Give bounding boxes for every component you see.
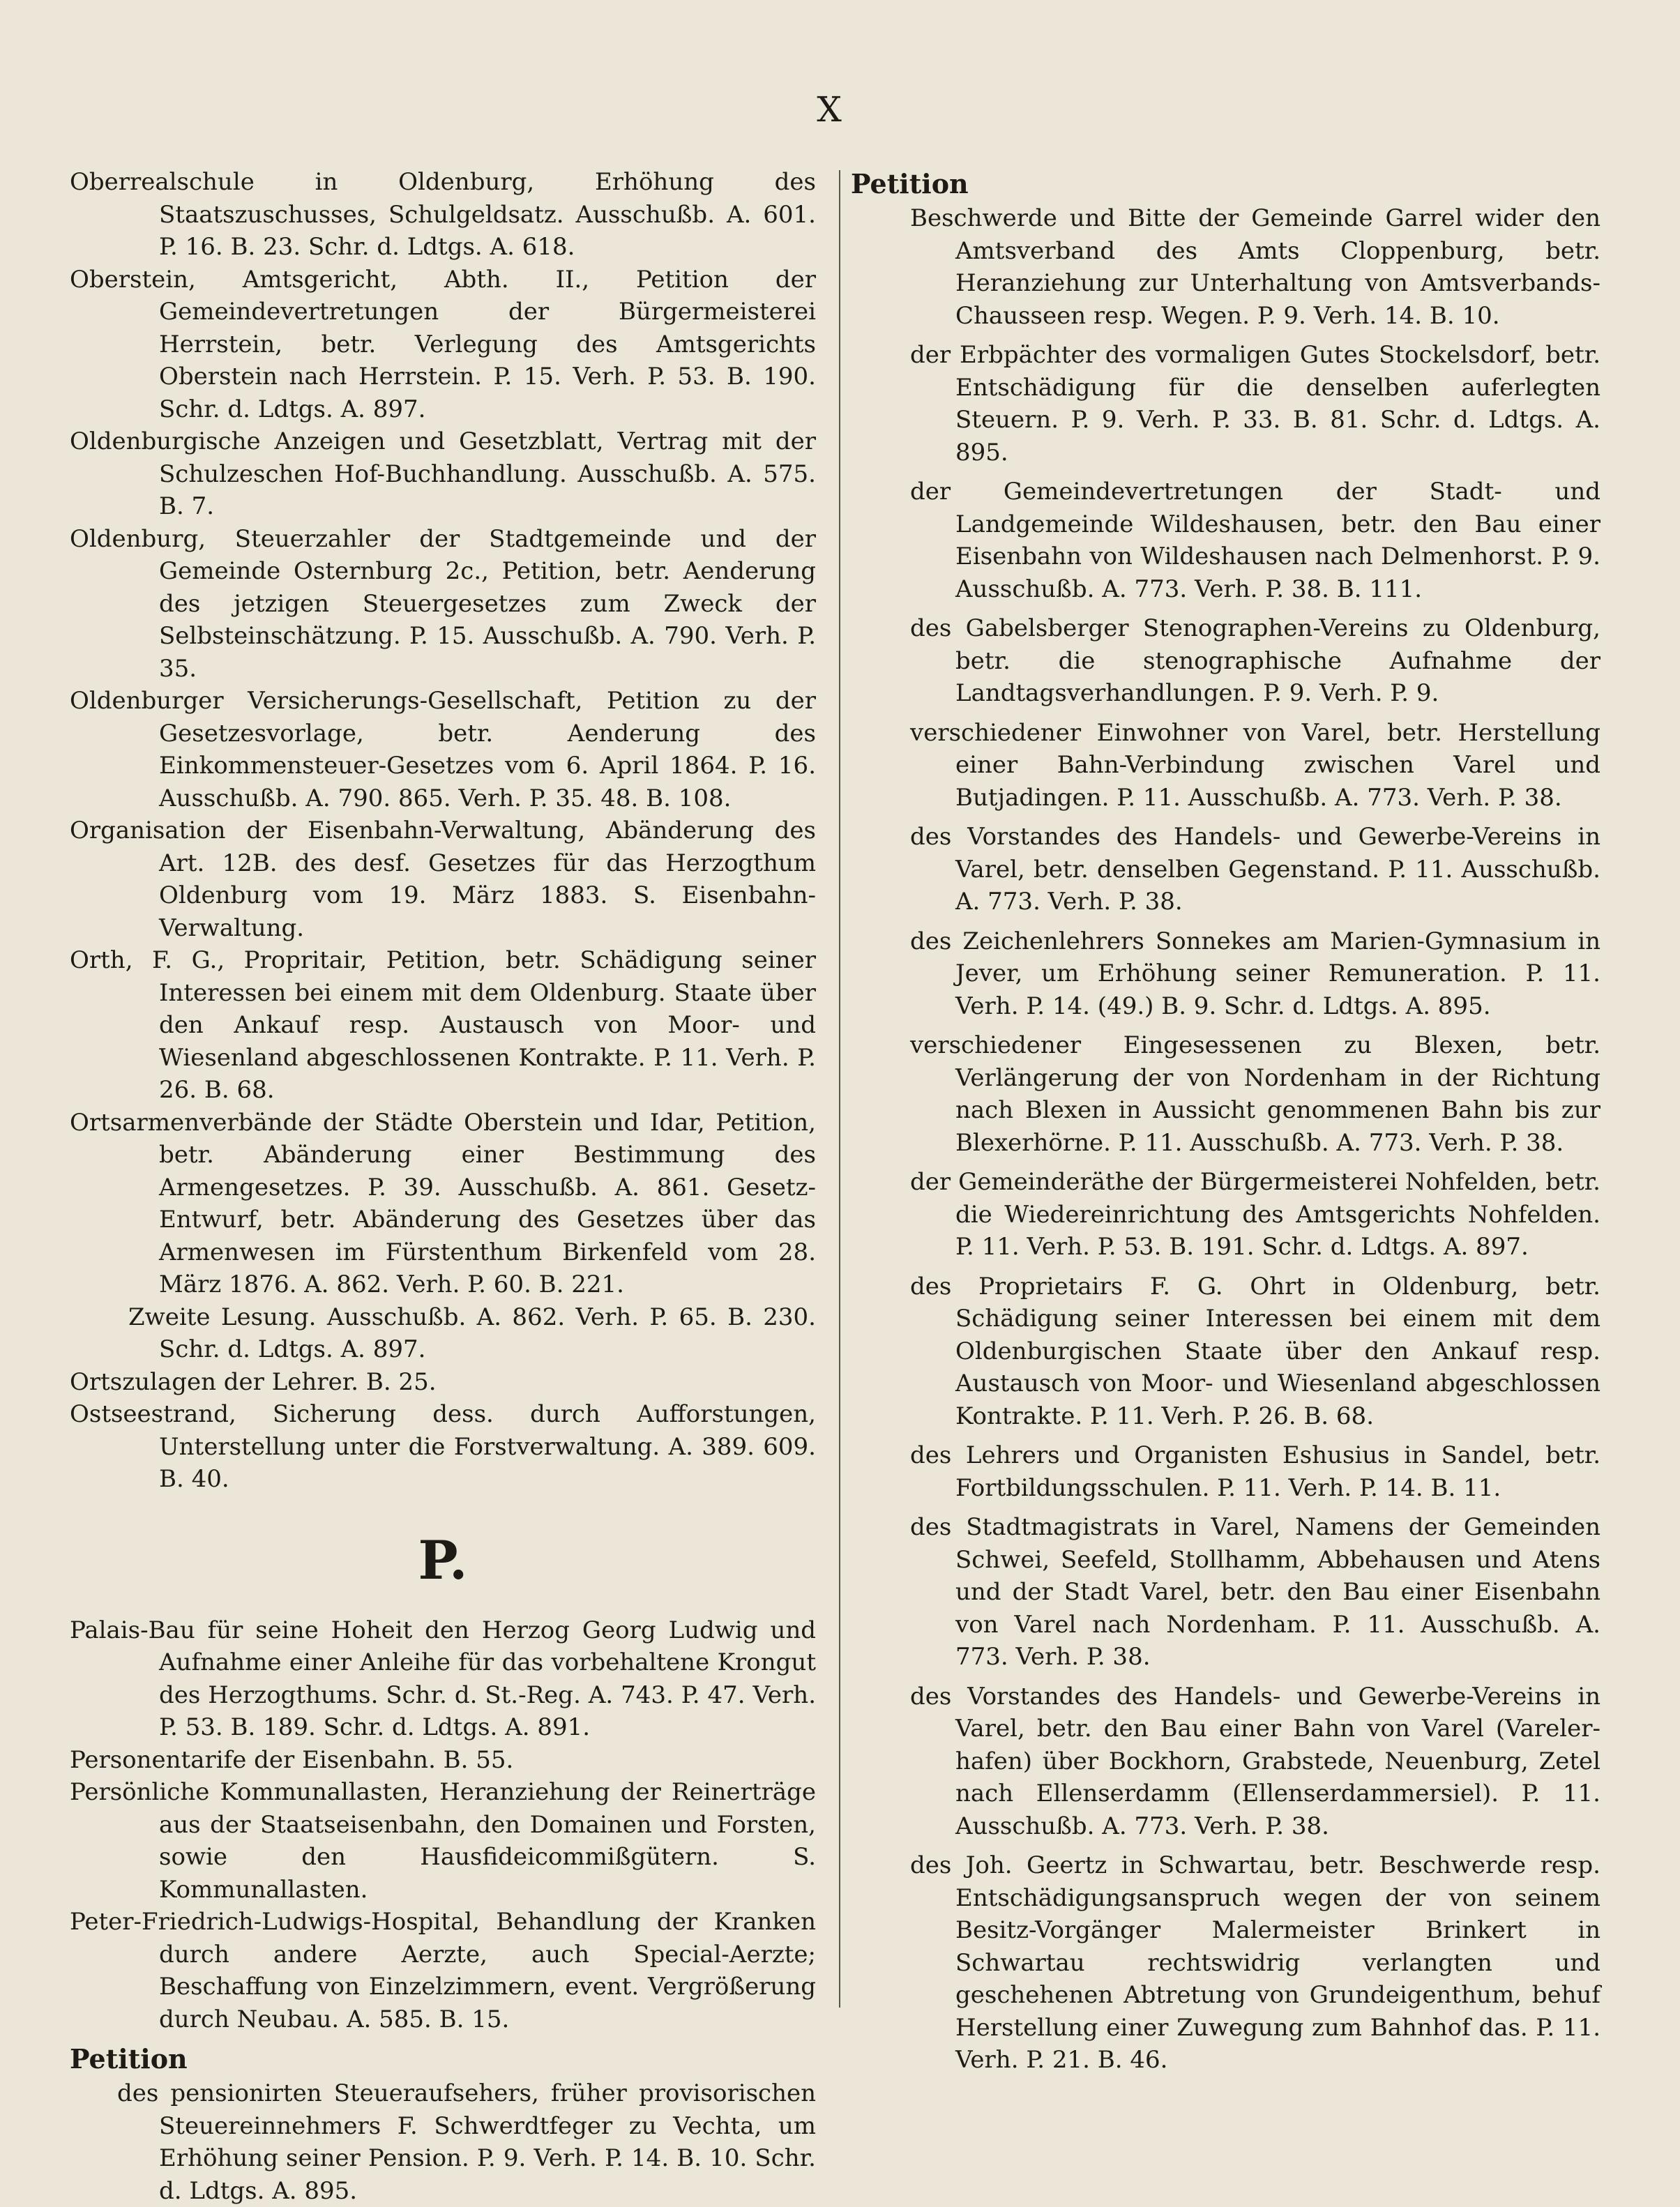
petition-entry: des Joh. Geertz in Schwartau, betr. Beschwerde resp. Entschädigungsanspruch wegen der von seinem Besitz-Vorgänger Malermeister Brinkert in Schwartau rechtswidrig verlangten und geschehenen Abtretung von Grundeigenthum, behuf Herstellung einer Zuwegung zum Bahnhof das. P. 11. Verh. P. 21. B. 46. — [910, 1851, 1600, 2074]
petition-entry: des pensionirten Steueraufsehers, früher provisorischen Steuereinnehmers F. Schwerdtfeger zu Vechta, um Erhöhung seiner Pension. P. 9. Verh. P. 14. B. 10. Schr. d. Ldtgs. A. 895. — [117, 2079, 816, 2205]
petition-heading: Petition — [70, 2043, 188, 2075]
petition-entry: verschiedener Eingesessenen zu Blexen, betr. Verlängerung der von Nordenham in der Richtung nach Blexen in Aussicht genommenen Bahn bis zur Blexerhörne. P. 11. Ausschußb. A. 773. Verh. P. 38. — [910, 1031, 1600, 1157]
petition-entry: des Zeichenlehrers Sonnekes am Marien-Gymnasium in Jever, um Erhöhung seiner Remuneration. P. 11. Verh. P. 14. (49.) B. 9. Schr. d. Ldtgs. A. 895. — [910, 927, 1600, 1020]
section-letter: P. — [418, 1529, 468, 1591]
petition-entry: des Gabelsberger Stenographen-Vereins zu Oldenburg, betr. die stenographische Aufnahme der Landtagsverhandlungen. P. 9. Verh. P. 9. — [910, 614, 1600, 707]
page-number: X — [817, 89, 843, 130]
index-entry: Oldenburg, Steuerzahler der Stadtgemeinde und der Gemeinde Osternburg 2c., Petition, betr. Aenderung des jetzigen Steuergesetzes zum Zweck der Selbsteinschätzung. P. 15. Ausschußb. A. 790. Verh. P. 35. — [70, 524, 816, 683]
petition-entry: des Vorstandes des Handels- und Gewerbe-Vereins in Varel, betr. den Bau einer Bahn von Varel (Vareler-hafen) über Bockhorn, Grabstede, Neuenburg, Zetel nach Ellenserdamm (Ellenserdammersiel). P. 11. Ausschußb. A. 773. Verh. P. 38. — [910, 1682, 1600, 1840]
petition-entry: Beschwerde und Bitte der Gemeinde Garrel wider den Amtsverband des Amts Cloppenburg, betr. Heranziehung zur Unterhaltung von Amtsverbands-Chausseen resp. Wegen. P. 9. Verh. 14. B. 10. — [910, 204, 1600, 330]
left-column — [70, 166, 816, 2207]
petition-entry: des Proprietairs F. G. Ohrt in Oldenburg, betr. Schädigung seiner Interessen bei einem mit dem Oldenburgischen Staate über den Ankauf resp. Austausch von Moor- und Wiesenland abgeschlossen Kontrakte. P. 11. Verh. P. 26. B. 68. — [910, 1272, 1600, 1430]
index-entry: Peter-Friedrich-Ludwigs-Hospital, Behandlung der Kranken durch andere Aerzte, auch Special-Aerzte; Beschaffung von Einzelzimmern, event. Vergrößerung durch Neubau. A. 585. B. 15. — [70, 1908, 816, 2033]
petition-entry: der Gemeindevertretungen der Stadt- und Landgemeinde Wildeshausen, betr. den Bau einer Eisenbahn von Wildeshausen nach Delmenhorst. P. 9. Ausschußb. A. 773. Verh. P. 38. B. 111. — [910, 478, 1600, 603]
index-entry: Organisation der Eisenbahn-Verwaltung, Abänderung des Art. 12B. des desf. Gesetzes für das Herzogthum Oldenburg vom 19. März 1883. S. Eisenbahn-Verwaltung. — [70, 817, 816, 942]
index-entry: Orth, F. G., Propritair, Petition, betr. Schädigung seiner Interessen bei einem mit dem Oldenburg. Staate über den Ankauf resp. Austausch von Moor- und Wiesenland abgeschlossenen Kontrakte. P. 11. Verh. P. 26. B. 68. — [70, 946, 816, 1104]
index-subentry: Zweite Lesung. Ausschußb. A. 862. Verh. P. 65. B. 230. Schr. d. Ldtgs. A. 897. — [128, 1303, 816, 1363]
index-entry: Palais-Bau für seine Hoheit den Herzog Georg Ludwig und Aufnahme einer Anleihe für das vorbehaltene Krongut des Herzogthums. Schr. d. St.-Reg. A. 743. P. 47. Verh. P. 53. B. 189. Schr. d. Ldtgs. A. 891. — [70, 1616, 816, 1741]
petition-entry: des Vorstandes des Handels- und Gewerbe-Vereins in Varel, betr. denselben Gegenstand. P. 11. Ausschußb. A. 773. Verh. P. 38. — [910, 823, 1600, 916]
index-entry: Oberstein, Amtsgericht, Abth. II., Petition der Gemeindevertretungen der Bürgermeisterei Herrstein, betr. Verlegung des Amtsgerichts Oberstein nach Herrstein. P. 15. Verh. P. 53. B. 190. Schr. d. Ldtgs. A. 897. — [70, 265, 816, 423]
right-column — [851, 166, 1600, 2084]
petition-entry: verschiedener Einwohner von Varel, betr. Herstellung einer Bahn-Verbindung zwischen Varel und Butjadingen. P. 11. Ausschußb. A. 773. Verh. P. 38. — [910, 718, 1600, 812]
index-entry: Persönliche Kommunallasten, Heranziehung der Reinerträge aus der Staatseisenbahn, den Domainen und Forsten, sowie den Hausfideicommißgütern. S. Kommunallasten. — [70, 1778, 816, 1904]
index-entry: Personentarife der Eisenbahn. B. 55. — [70, 1745, 514, 1774]
column-divider — [839, 170, 840, 2008]
index-entry: Oldenburgische Anzeigen und Gesetzblatt, Vertrag mit der Schulzeschen Hof-Buchhandlung. Ausschußb. A. 575. B. 7. — [70, 427, 816, 520]
petition-entry: der Gemeinderäthe der Bürgermeisterei Nohfelden, betr. die Wiedereinrichtung des Amtsgerichts Nohfelden. P. 11. Verh. P. 53. B. 191. Schr. d. Ldtgs. A. 897. — [910, 1168, 1600, 1261]
index-entry: Ostseestrand, Sicherung dess. durch Aufforstungen, Unterstellung unter die Forstverwaltung. A. 389. 609. B. 40. — [70, 1400, 816, 1493]
index-entry: Oberrealschule in Oldenburg, Erhöhung des Staatszuschusses, Schulgeldsatz. Ausschußb. A. 601. P. 16. B. 23. Schr. d. Ldtgs. A. 618. — [70, 168, 816, 261]
petition-entry: der Erbpächter des vormaligen Gutes Stockelsdorf, betr. Entschädigung für die denselben auferlegten Steuern. P. 9. Verh. P. 33. B. 81. Schr. d. Ldtgs. A. 895. — [910, 341, 1600, 467]
petition-heading: Petition — [851, 168, 969, 199]
petition-entry: des Stadtmagistrats in Varel, Namens der Gemeinden Schwei, Seefeld, Stollhamm, Abbehausen und Atens und der Stadt Varel, betr. den Bau einer Eisenbahn von Varel nach Nordenham. P. 11. Ausschußb. A. 773. Verh. P. 38. — [910, 1513, 1600, 1671]
petition-entry: des Lehrers und Organisten Eshusius in Sandel, betr. Fortbildungsschulen. P. 11. Verh. P. 14. B. 11. — [910, 1441, 1600, 1502]
index-entry: Ortsarmenverbände der Städte Oberstein und Idar, Petition, betr. Abänderung einer Bestimmung des Armengesetzes. P. 39. Ausschußb. A. 861. Gesetz-Entwurf, betr. Abänderung des Gesetzes über das Armenwesen im Fürstenthum Birkenfeld vom 28. März 1876. A. 862. Verh. P. 60. B. 221. — [70, 1108, 816, 1298]
index-entry: Ortszulagen der Lehrer. B. 25. — [70, 1367, 437, 1396]
index-entry: Oldenburger Versicherungs-Gesellschaft, Petition zu der Gesetzesvorlage, betr. Aenderung des Einkommensteuer-Gesetzes vom 6. April 1864. P. 16. Ausschußb. A. 790. 865. Verh. P. 35. 48. B. 108. — [70, 687, 816, 812]
